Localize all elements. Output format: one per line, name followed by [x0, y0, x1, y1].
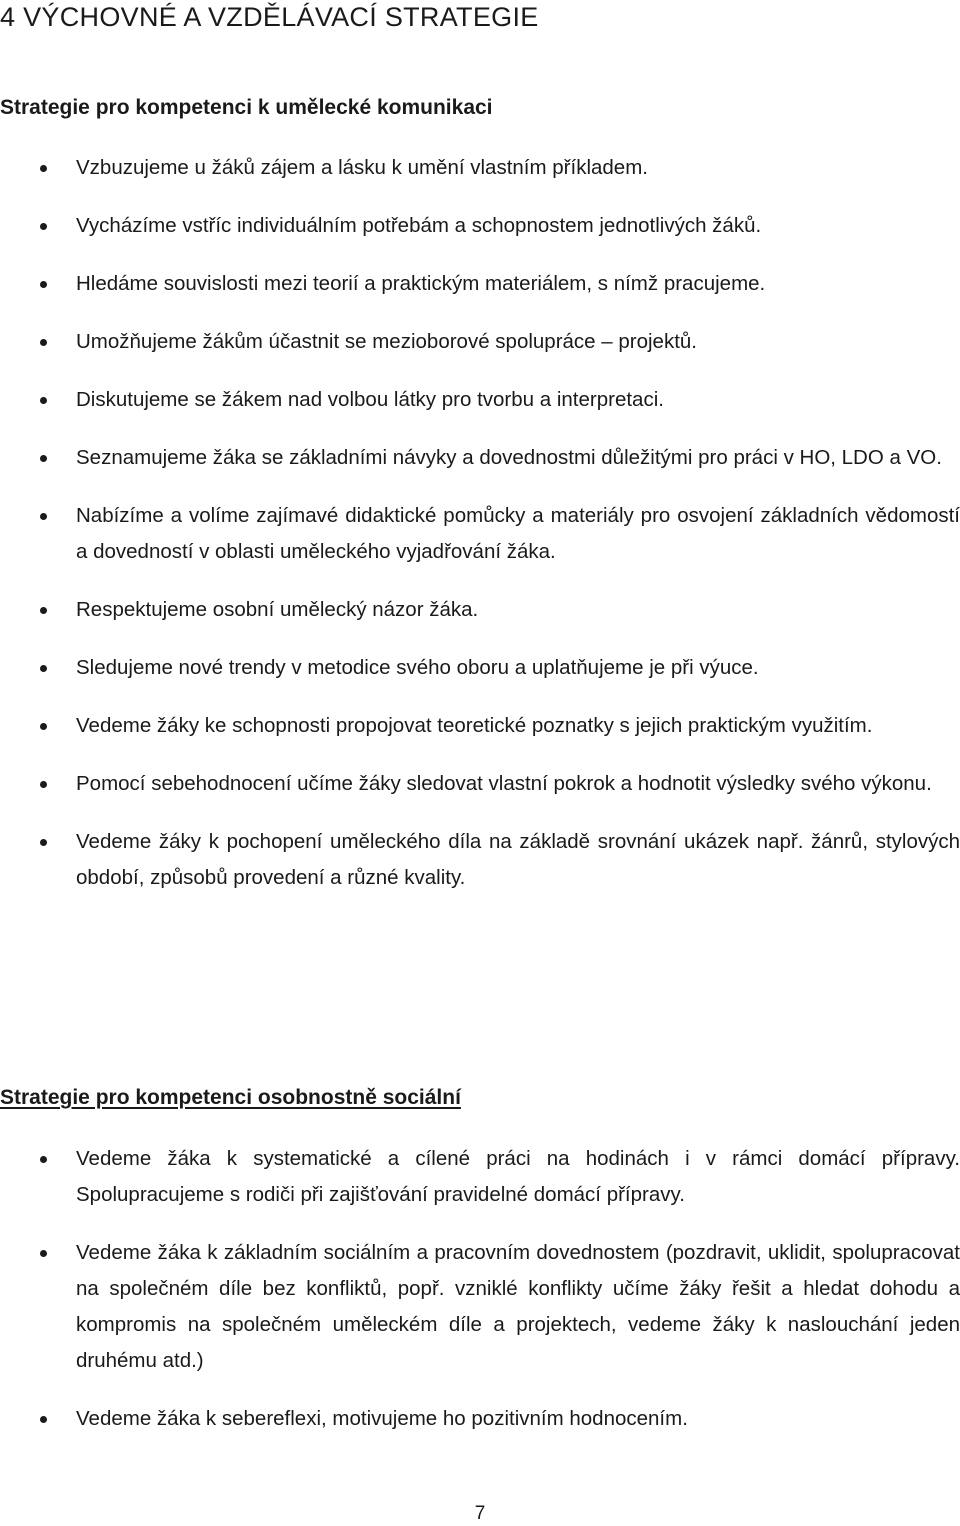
bullet-icon: [40, 781, 47, 788]
section-heading-artistic-communication: Strategie pro kompetenci k umělecké komunikaci: [0, 96, 493, 119]
list-item-text: Hledáme souvislosti mezi teorií a praktickým materiálem, s nímž pracujeme.: [76, 272, 766, 295]
list-item-text: Seznamujeme žáka se základními návyky a dovednostmi důležitými pro práci v HO, LDO a VO.: [76, 446, 942, 469]
list-item: [0, 824, 960, 896]
bullet-icon: [40, 1250, 47, 1257]
list-item: [0, 1401, 960, 1437]
bullet-icon: [40, 165, 47, 172]
list-item: [0, 650, 960, 686]
list-item-text: Vedeme žáky ke schopnosti propojovat teoretické poznatky s jejich praktickým využitím.: [76, 714, 873, 737]
artistic-communication-list: [0, 150, 960, 896]
list-item: [0, 592, 960, 628]
bullet-icon: [40, 723, 47, 730]
list-item: [0, 766, 960, 802]
list-item: [0, 150, 960, 186]
list-item: [0, 266, 960, 302]
bullet-icon: [40, 665, 47, 672]
bullet-icon: [40, 513, 47, 520]
list-item-text: Diskutujeme se žákem nad volbou látky pro tvorbu a interpretaci.: [76, 388, 664, 411]
list-item: [0, 1141, 960, 1213]
list-item: [0, 324, 960, 360]
bullet-icon: [40, 607, 47, 614]
list-item-text: Vedeme žáky k pochopení uměleckého díla na základě srovnání ukázek např. žánrů, stylových období, způsobů provedení a různé kvality.: [76, 830, 960, 889]
list-item: [0, 208, 960, 244]
bullet-icon: [40, 455, 47, 462]
bullet-icon: [40, 339, 47, 346]
list-item-text: Pomocí sebehodnocení učíme žáky sledovat vlastní pokrok a hodnotit výsledky svého výkonu.: [76, 772, 932, 795]
list-item-text: Respektujeme osobní umělecký názor žáka.: [76, 598, 479, 621]
list-item-text: Vedeme žáka k základním sociálním a pracovním dovednostem (pozdravit, uklidit, spolupracovat na společném díle bez konfliktů, popř. vzniklé konflikty učíme žáky řešit a hledat dohodu a kompromis na společném uměleckém díle a projektech, vedeme žáky k naslouchání jeden druhému atd.): [76, 1241, 960, 1372]
list-item-text: Nabízíme a volíme zajímavé didaktické pomůcky a materiály pro osvojení základních vědomostí a dovedností v oblasti uměleckého vyjadřování žáka.: [76, 504, 960, 563]
bullet-icon: [40, 223, 47, 230]
bullet-icon: [40, 281, 47, 288]
chapter-title: 4 VÝCHOVNÉ A VZDĚLÁVACÍ STRATEGIE: [0, 2, 539, 32]
list-item-text: Vzbuzujeme u žáků zájem a lásku k umění vlastním příkladem.: [76, 156, 648, 179]
bullet-icon: [40, 839, 47, 846]
bullet-icon: [40, 1156, 47, 1163]
list-item: [0, 708, 960, 744]
list-item: [0, 382, 960, 418]
list-item-text: Umožňujeme žákům účastnit se mezioborové spolupráce – projektů.: [76, 330, 697, 353]
bullet-icon: [40, 1416, 47, 1423]
list-item: [0, 498, 960, 570]
list-item: [0, 1235, 960, 1379]
section-heading-personal-social: Strategie pro kompetenci osobnostně sociální: [0, 1086, 461, 1109]
list-item-text: Vedeme žáka k sebereflexi, motivujeme ho pozitivním hodnocením.: [76, 1407, 688, 1430]
list-item-text: Vedeme žáka k systematické a cílené práci na hodinách i v rámci domácí přípravy. Spolupracujeme s rodiči při zajišťování pravidelné domácí přípravy.: [76, 1147, 960, 1206]
bullet-icon: [40, 397, 47, 404]
list-item-text: Vycházíme vstříc individuálním potřebám a schopnostem jednotlivých žáků.: [76, 214, 762, 237]
list-item-text: Sledujeme nové trendy v metodice svého oboru a uplatňujeme je při výuce.: [76, 656, 759, 679]
page-number: 7: [474, 1503, 486, 1524]
personal-social-list: [0, 1141, 960, 1437]
list-item: [0, 440, 960, 476]
